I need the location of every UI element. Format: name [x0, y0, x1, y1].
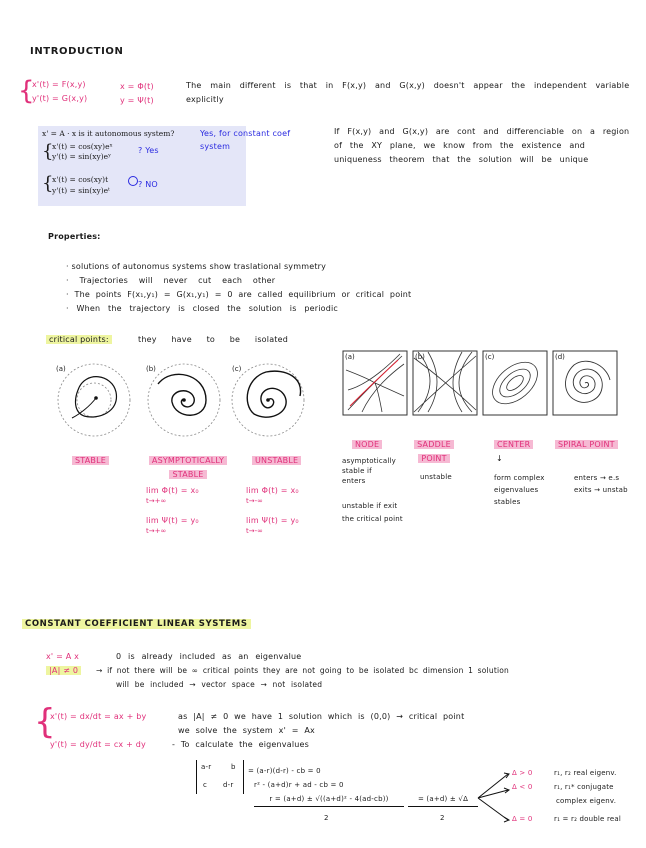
figure-c-unstable: [232, 364, 304, 436]
delta-branch-arrows-icon: [474, 766, 514, 826]
box-sys1-line1: x'(t) = cos(xy)eˣ: [52, 142, 113, 151]
matrix-a12: b: [231, 763, 236, 771]
lim-unst-2-sub: t→-∞: [246, 527, 263, 535]
intro-sys-mid-2: y = Ψ(t): [120, 96, 154, 105]
properties-title: Properties:: [48, 232, 101, 241]
box-answer-note: Yes, for constant coef system: [200, 129, 291, 151]
center-description: [494, 472, 545, 508]
fig-label-c: (c): [232, 365, 242, 373]
linear-as-3: - To calculate the eigenvalues: [172, 740, 310, 749]
box-sys1-line2: y'(t) = sin(xy)eʸ: [52, 152, 112, 161]
label-asymptotically-stable: [148, 454, 228, 482]
property-item-4: · When the trajectory is closed the solution is periodic: [66, 304, 339, 313]
eigen-matrix: [196, 760, 244, 794]
fig-label-b: (b): [146, 365, 156, 373]
lim-unst-1: lim Φ(t) = x₀: [246, 486, 299, 495]
calc-line-2: r² - (a+d)r + ad - cb = 0: [254, 781, 344, 789]
delta-zero: Δ = 0: [512, 815, 533, 823]
linear-det-note-2: will be included → vector space → not isolated: [116, 680, 323, 689]
delta-positive: Δ > 0: [512, 769, 533, 777]
label-node-text: NODE: [352, 440, 382, 449]
box-sys1-answer: ? Yes: [138, 146, 159, 155]
critical-note: they have to be isolated: [138, 335, 289, 344]
existence-note: If F(x,y) and G(x,y) are cont and differenciable on a region of the XY plane, we know from the existence and uniqueness theorem that the solution will be unique: [334, 127, 630, 164]
label-center: [494, 438, 533, 452]
linear-det-text: |A| ≠ 0: [46, 666, 81, 675]
label-spiral: [555, 438, 618, 452]
property-item-1: · solutions of autonomus systems show traslational symmetry: [66, 262, 327, 271]
figure-b-asymptotically-stable: [148, 364, 220, 436]
box-brace-1-icon: {: [42, 141, 54, 162]
linear-eq: x' = A x: [46, 652, 80, 661]
matrix-a21: c: [203, 781, 208, 789]
linear-sys-line1: x'(t) = dx/dt = ax + by: [50, 712, 147, 721]
center-desc-1: form complex: [494, 474, 545, 482]
spiral-desc-1: enters → e.s: [574, 474, 620, 482]
result-positive: r₁, r₂ real eigenv.: [554, 769, 617, 777]
intro-sys-left-1: x'(t) = F(x,y): [32, 80, 86, 89]
delta-negative: Δ < 0: [512, 783, 533, 791]
linear-det-note-1: → if not there will be ∞ critical points they are not going to be isolated bc dimension 1 solution: [96, 666, 509, 675]
label-stable: [72, 454, 109, 468]
label-unstable: [252, 454, 301, 468]
phase-label-a: (a): [345, 353, 355, 361]
saddle-description: unstable: [420, 473, 452, 481]
lim-asym-1: lim Φ(t) = x₀: [146, 486, 199, 495]
node-desc-4: unstable if exit: [342, 502, 398, 510]
node-desc-5: the critical point: [342, 515, 403, 523]
label-node: [352, 438, 382, 452]
calc-line-4: = (a+d) ± √Δ: [408, 794, 478, 807]
label-spiral-text: SPIRAL POINT: [555, 440, 618, 449]
linear-brace-icon: {: [34, 702, 56, 742]
calc-line-1: = (a-r)(d-r) - cb = 0: [248, 767, 321, 775]
box-sys2-line1: x'(t) = cos(xy)t: [52, 175, 109, 184]
stability-figures: [50, 356, 310, 446]
lim-asym-2-sub: t→+∞: [146, 527, 167, 535]
box-sys2-line2: y'(t) = sin(xy)eᵗ: [52, 186, 110, 195]
intro-description: The main different is that in F(x,y) and G(x,y) doesn't appear the independent variable explicitly: [186, 81, 630, 104]
center-desc-2: eigenvalues: [494, 486, 539, 494]
linear-title: [22, 619, 251, 629]
brace-icon: {: [18, 76, 35, 106]
result-negative-2: complex eigenv.: [556, 797, 617, 805]
fig-label-a: (a): [56, 365, 66, 373]
linear-det: [46, 664, 81, 678]
phase-label-b: (b): [415, 353, 425, 361]
linear-title-text: CONSTANT COEFFICIENT LINEAR SYSTEMS: [22, 619, 251, 629]
center-down-arrow-icon: ↓: [496, 454, 503, 463]
intro-sys-left-2: y'(t) = G(x,y): [32, 94, 88, 103]
result-negative-1: r₁, r₁* conjugate: [554, 783, 614, 791]
intro-sys-mid-1: x = Φ(t): [120, 82, 154, 91]
lim-unst-2: lim Ψ(t) = y₀: [246, 516, 299, 525]
phase-label-c: (c): [485, 353, 495, 361]
critical-title-text: critical points:: [46, 335, 112, 344]
node-description-unstable: [342, 500, 403, 526]
lim-asym-2: lim Ψ(t) = y₀: [146, 516, 199, 525]
linear-eq-note: 0 is already included as an eigenvalue: [116, 652, 302, 661]
box-question: x' = A · x is it autonomous system?: [42, 129, 175, 138]
asym-line-1: ASYMPTOTICALLY: [149, 456, 227, 465]
figure-a-stable: [58, 364, 130, 436]
property-item-3: · The points F(x₁,y₁) = G(x₁,y₁) = 0 are called equilibrium or critical point: [66, 290, 412, 299]
spiral-desc-2: exits → unstab: [574, 486, 628, 494]
saddle-line-1: SADDLE: [414, 440, 454, 449]
asym-line-2: STABLE: [169, 470, 206, 479]
matrix-a22: d-r: [223, 781, 234, 789]
node-desc-1: asymptotically: [342, 457, 397, 465]
spiral-description: [574, 472, 628, 496]
linear-sys-line2: y'(t) = dy/dt = cx + dy: [50, 740, 146, 749]
label-stable-text: STABLE: [72, 456, 109, 465]
label-unstable-text: UNSTABLE: [252, 456, 301, 465]
lim-unst-1-sub: t→-∞: [246, 497, 263, 505]
property-item-2: · Trajectories will never cut each other: [66, 276, 276, 285]
intro-title: INTRODUCTION: [30, 46, 124, 57]
calc-line-3: r = (a+d) ± √((a+d)² - 4(ad-cb)): [254, 794, 404, 807]
label-saddle: [414, 438, 454, 466]
circled-t-mark: [128, 176, 138, 186]
calc-line-3-den: 2: [324, 814, 329, 822]
phase-portraits: [342, 350, 618, 422]
linear-as-2: we solve the system x' = Ax: [178, 726, 315, 735]
saddle-line-2: POINT: [418, 454, 449, 463]
node-desc-2: stable if: [342, 467, 372, 475]
box-sys2-answer: ? NO: [138, 180, 158, 189]
box-brace-2-icon: {: [42, 173, 54, 194]
matrix-a11: a-r: [201, 763, 212, 771]
linear-as-1: as |A| ≠ 0 we have 1 solution which is (0,0) → critical point: [178, 712, 465, 721]
node-desc-3: enters: [342, 477, 366, 485]
node-description: [342, 456, 396, 486]
result-zero: r₁ = r₂ double real: [554, 815, 622, 823]
phase-label-d: (d): [555, 353, 565, 361]
calc-line-4-den: 2: [440, 814, 445, 822]
label-center-text: CENTER: [494, 440, 533, 449]
center-desc-3: stables: [494, 498, 521, 506]
lim-asym-1-sub: t→+∞: [146, 497, 167, 505]
critical-title: [46, 333, 112, 347]
